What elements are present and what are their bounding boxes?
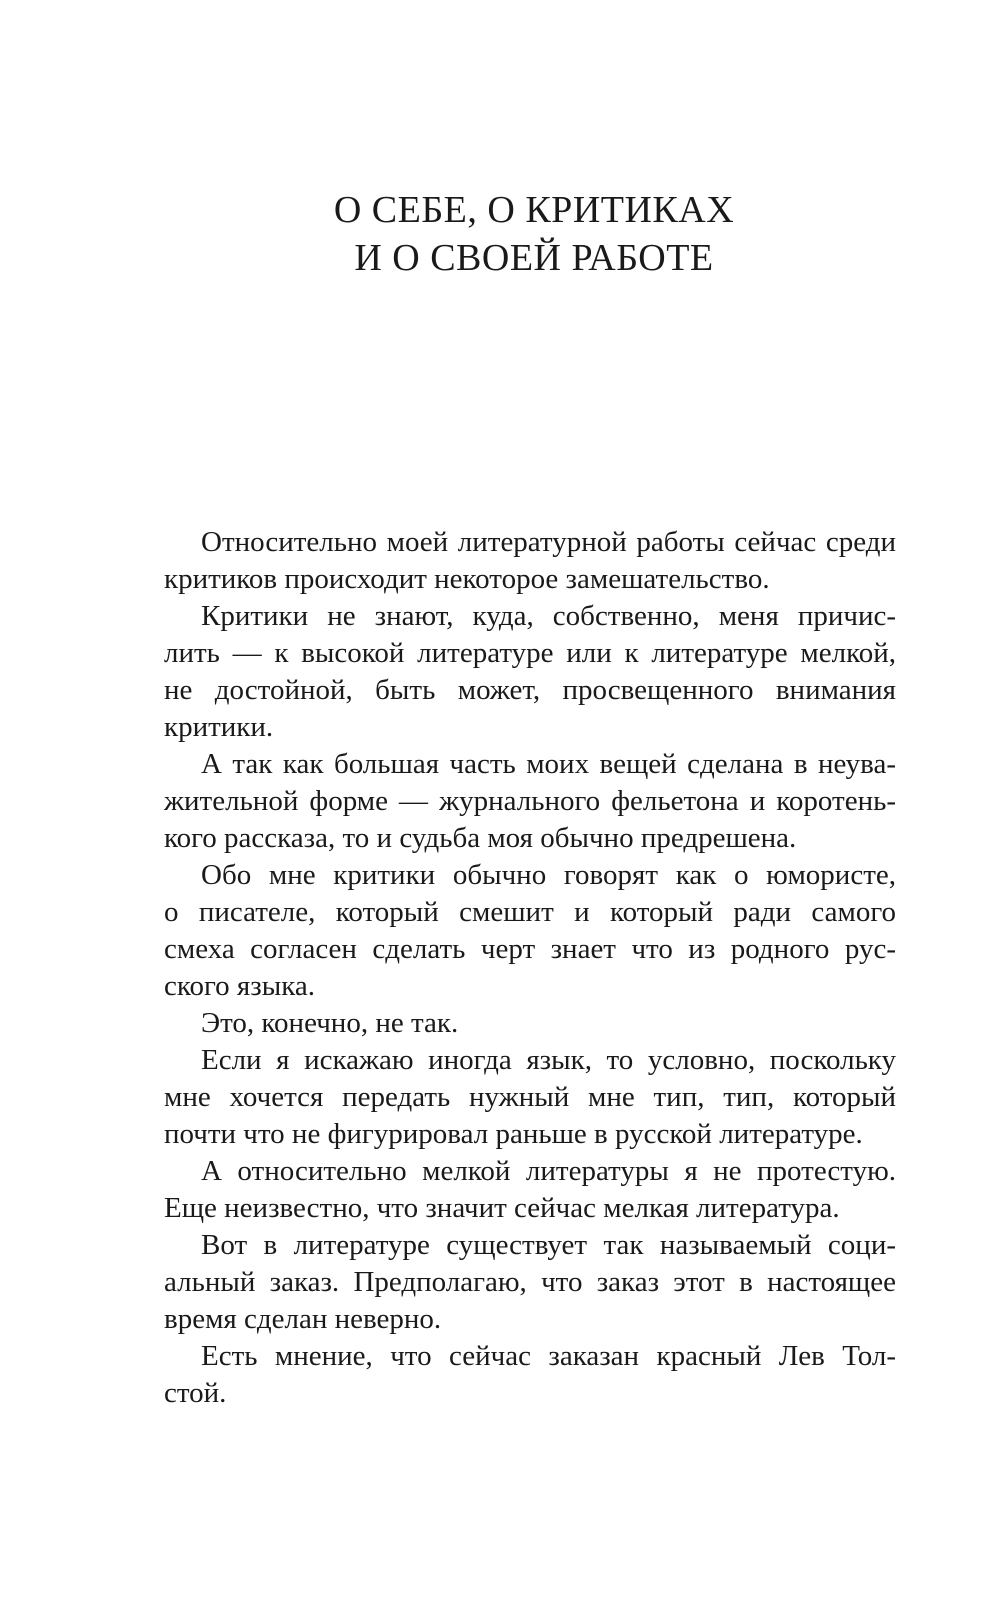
chapter-title-line-2: И О СВОЕЙ РАБОТЕ bbox=[354, 237, 714, 279]
text-line: Вот в литературе существует так называемый соци- bbox=[201, 1229, 896, 1261]
chapter-title bbox=[0, 186, 1000, 282]
text-line: Обо мне критики обычно говорят как о юмористе, bbox=[201, 859, 896, 891]
text-line: Есть мнение, что сейчас заказан красный Лев Тол- bbox=[201, 1340, 896, 1372]
text-line: Еще неизвестно, что значит сейчас мелкая литература. bbox=[164, 1192, 840, 1224]
text-line: лить — к высокой литературе или к литературе мелкой, bbox=[164, 637, 896, 669]
text-line: жительной форме — журнального фельетона и коротень- bbox=[164, 785, 896, 817]
body-text bbox=[164, 524, 896, 1412]
text-line: смеха согласен сделать черт знает что из родного рус- bbox=[164, 933, 896, 965]
text-line: А относительно мелкой литературы я не протестую. bbox=[201, 1155, 896, 1187]
text-line: почти что не фигурировал раньше в русской литературе. bbox=[164, 1118, 863, 1150]
text-line: о писателе, который смешит и который ради самого bbox=[164, 896, 896, 928]
text-line: кого рассказа, то и судьба моя обычно предрешена. bbox=[164, 822, 797, 854]
text-line: критиков происходит некоторое замешательство. bbox=[164, 563, 770, 595]
text-line: ского языка. bbox=[164, 970, 315, 1002]
text-line: А так как большая часть моих вещей сделана в неува- bbox=[201, 748, 896, 780]
text-line: стой. bbox=[164, 1377, 227, 1409]
chapter-title-line-1: О СЕБЕ, О КРИТИКАХ bbox=[333, 189, 735, 231]
text-line: Это, конечно, не так. bbox=[201, 1007, 459, 1039]
text-line: критики. bbox=[164, 711, 274, 743]
text-line: альный заказ. Предполагаю, что заказ этот в настоящее bbox=[164, 1266, 896, 1298]
text-line: Критики не знают, куда, собственно, меня причис- bbox=[201, 600, 896, 632]
text-line: мне хочется передать нужный мне тип, тип, который bbox=[164, 1081, 896, 1113]
text-line: время сделан неверно. bbox=[164, 1303, 442, 1335]
text-line: Относительно моей литературной работы сейчас среди bbox=[201, 526, 896, 558]
text-line: Если я искажаю иногда язык, то условно, поскольку bbox=[201, 1044, 896, 1076]
text-line: не достойной, быть может, просвещенного внимания bbox=[164, 674, 896, 706]
